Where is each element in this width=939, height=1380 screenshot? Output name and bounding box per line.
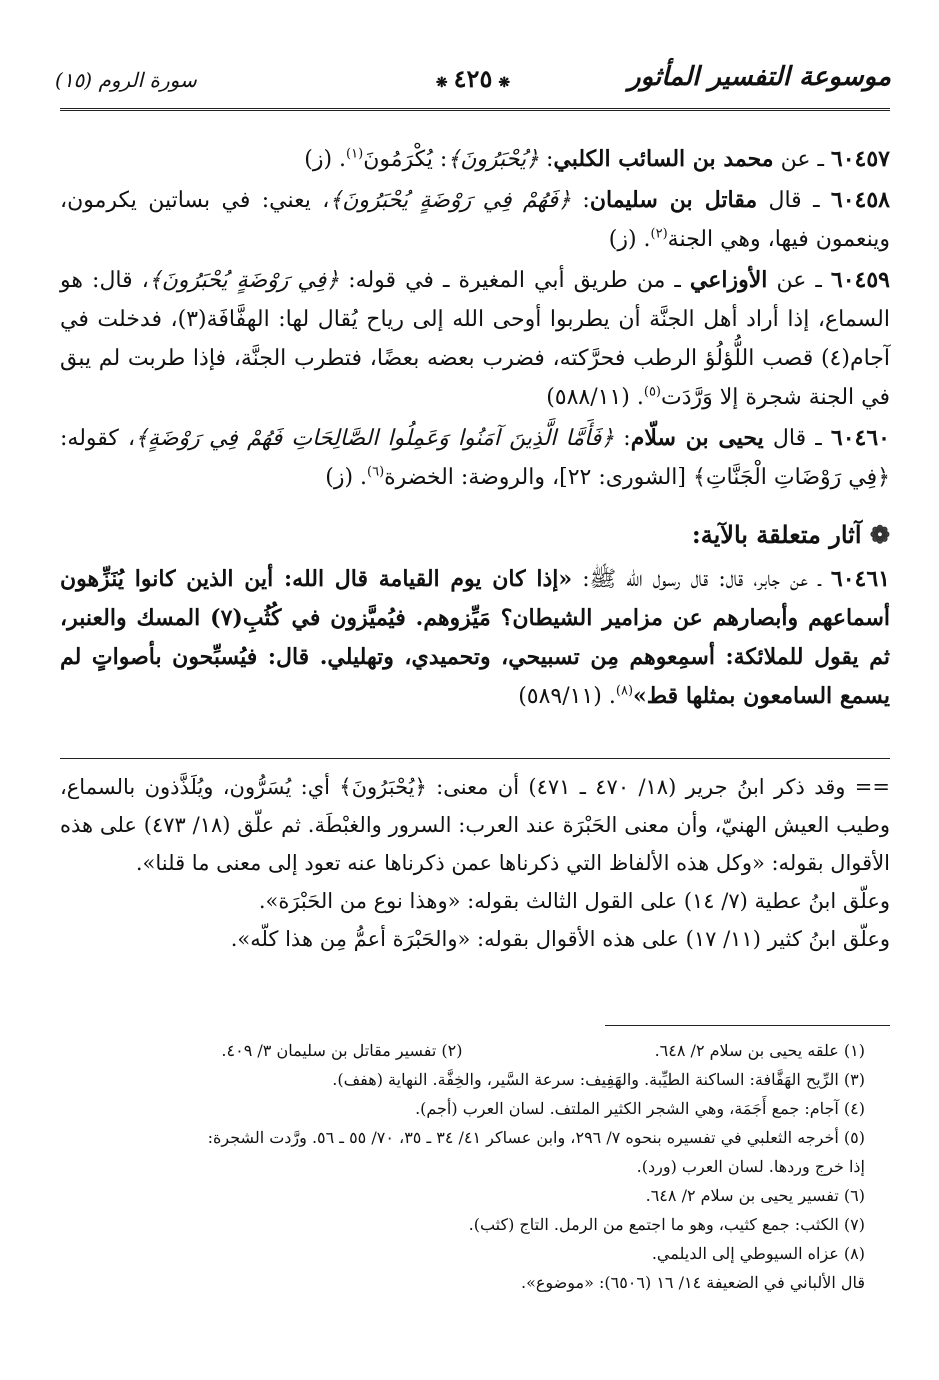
footnote-ref: (٦) bbox=[367, 464, 385, 480]
main-text bbox=[60, 140, 890, 718]
commentary-rule bbox=[60, 758, 890, 759]
footnote-rule bbox=[605, 1025, 890, 1026]
ornament-icon: ❋ bbox=[498, 75, 511, 91]
entry-text: : bbox=[538, 147, 554, 172]
narrator-name: محمد بن السائب الكلبي bbox=[553, 146, 774, 172]
section-heading bbox=[60, 515, 890, 554]
footnote: (٣) الرِّيح الهَفَّافة: الساكنة الطيِّبة. والهَفِيف: سرعة السَّير، والخِفَّة. النهاية (هفف). bbox=[332, 1070, 865, 1089]
footnote-ref: (٢) bbox=[650, 226, 668, 242]
entry-text: ، كقوله: ﴿فِي رَوْضَاتِ الْجَنَّاتِ﴾ [الشورى: ٢٢]، والروضة: الخضرة bbox=[60, 426, 890, 490]
hadith-text: «إذا كان يوم القيامة قال الله: أين الذين كانوا يُنَزِّهون أسماعهم وأبصارهم عن مزامير الشيطان؟ مَيِّزوهم. فيُميَّزون في كُثُبِ(٧) المسك والعنبر، ثم يقول للملائكة: أسمِعوهم مِن تسبيحي، وتحميدي، وتهليلي. قال: فيُسبِّحون بأصواتٍ لم يسمع السامعون بمثلها قط» bbox=[60, 566, 890, 709]
entry-ref: . (ز) bbox=[608, 227, 651, 252]
entry-ref: . (٥٨٩/١١) bbox=[518, 684, 616, 709]
footnote: (٦) تفسير يحيى بن سلام ٢/ ٦٤٨. bbox=[645, 1186, 865, 1205]
entry-number: ٦٠٤٥٨ bbox=[830, 187, 890, 213]
footnote: (٨) عزاه السيوطي إلى الديلمي. bbox=[651, 1244, 865, 1263]
narrator-name: يحيى بن سلّام bbox=[630, 425, 764, 451]
footnote: (٢) تفسير مقاتل بن سليمان ٣/ ٤٠٩. bbox=[221, 1041, 463, 1060]
commentary-paragraph: وعلّق ابنُ عطية (٧/ ١٤) على القول الثالث بقوله: «وهذا نوع من الحَبْرَة». bbox=[258, 889, 890, 913]
footnotes bbox=[60, 1036, 865, 1297]
page-number: ٤٢٥ bbox=[453, 64, 493, 93]
footnote: (٧) الكثب: جمع كثيب، وهو ما اجتمع من الرمل. التاج (كثب). bbox=[468, 1215, 865, 1234]
footnote: (٥) أخرجه الثعلبي في تفسيره بنحوه ٧/ ٢٩٦، وابن عساكر ٤١/ ٣٤ ـ ٣٥، ٧٠/ ٥٥ ـ ٥٦. ورَّدت الشجرة: bbox=[207, 1128, 865, 1147]
entry-60460 bbox=[60, 419, 890, 497]
footnote-ref: (٨) bbox=[615, 683, 634, 699]
book-title: موسوعة التفسير المأثور bbox=[628, 62, 891, 92]
quran-quote: ﴿يُحْبَرُونَ﴾ bbox=[447, 147, 539, 172]
entry-text: ـ قال bbox=[763, 426, 831, 451]
entry-text: : يُكْرَمُونَ bbox=[363, 147, 448, 172]
entry-60461 bbox=[60, 560, 890, 716]
quran-quote: ﴿فِي رَوْضَةٍ يُحْبَرُونَ﴾ bbox=[148, 268, 340, 293]
narrator-name: الأوزاعي bbox=[689, 267, 768, 293]
footnote-ref: (١) bbox=[346, 146, 364, 162]
footnote-ref: (٥) bbox=[643, 384, 661, 400]
footnote: قال الألباني في الضعيفة ١٤/ ١٦ (٦٥٠٦): «موضوع». bbox=[520, 1273, 865, 1292]
footnote: (١) علقه يحيى بن سلام ٢/ ٦٤٨. bbox=[654, 1041, 865, 1060]
footnote: إذا خرج وردها. لسان العرب (ورد). bbox=[636, 1157, 865, 1176]
entry-ref: . (ز) bbox=[325, 465, 368, 490]
entry-text: ـ من طريق أبي المغيرة ـ في قوله: bbox=[339, 268, 690, 293]
entry-text: : bbox=[571, 188, 590, 213]
entry-text: ـ عن bbox=[767, 268, 831, 293]
entry-60459 bbox=[60, 261, 890, 417]
commentary-paragraph: وعلّق ابنُ كثير (١١/ ١٧) على هذه الأقوال بقوله: «والحَبْرَة أعمُّ مِن هذا كلّه». bbox=[230, 927, 890, 951]
entry-60457 bbox=[60, 140, 890, 179]
narrator-name: مقاتل بن سليمان bbox=[589, 187, 758, 213]
entry-ref: . (٥٨٨/١١) bbox=[546, 385, 644, 410]
entry-number: ٦٠٤٥٧ bbox=[830, 146, 890, 172]
surah-title: سورة الروم (١٥) bbox=[55, 68, 197, 92]
entry-ref: . (ز) bbox=[304, 147, 347, 172]
ornament-icon: ❋ bbox=[435, 75, 448, 91]
flower-ornament-icon: ❁ bbox=[869, 520, 890, 549]
entry-number: ٦٠٤٦١ bbox=[830, 566, 890, 592]
page-header bbox=[55, 62, 891, 106]
entry-text: ، قال: هو السماع، إذا أراد أهل الجنَّة أن يطربوا أوحى الله إلى رياح يُقال لها: الهفَّافَة(٣)، فدخلت في آجام(٤) قصب اللُّؤلُؤ الرطب فحرَّكته، فضرب بعضه بعضًا، فتطرب الجنَّة، فإذا طربت لم يبق في الجنة شجرة إلا وَرَّدَت bbox=[60, 268, 890, 410]
commentary-paragraph: == وقد ذكر ابنُ جرير (١٨/ ٤٧٠ ـ ٤٧١) أن معنى: ﴿يُحْبَرُونَ﴾ أي: يُسَرُّون، ويُلَذَّذون بالسماع، وطيب العيش الهنيّ، وأن معنى الحَبْرَة عند العرب: السرور والغبْطَة. ثم علّق (١٨/ ٤٧٣) على هذه الأقوال بقوله: «وكل هذه الألفاظ التي ذكرناها عمن ذكرناها عنه تعود إلى معنى ما قلنا». bbox=[60, 775, 890, 875]
entry-text: ـ عن bbox=[773, 147, 831, 172]
section-heading-text: آثار متعلقة بالآية: bbox=[691, 520, 862, 549]
entry-text: ـ عن جابر، قال: قال رسول الله ﷺ: bbox=[572, 567, 831, 592]
quran-quote: ﴿فَهُمْ فِي رَوْضَةٍ يُحْبَرُونَ﴾ bbox=[329, 188, 572, 213]
footnote: (٤) آجام: جمع أَجَمَة، وهي الشجر الكثير الملتف. لسان العرب (أجم). bbox=[415, 1099, 865, 1118]
entry-number: ٦٠٤٦٠ bbox=[830, 425, 890, 451]
footnote-row bbox=[60, 1036, 865, 1065]
header-rule bbox=[60, 108, 890, 111]
quran-quote: ﴿فَأَمَّا الَّذِينَ آمَنُوا وَعَمِلُوا الصَّالِحَاتِ فَهُمْ فِي رَوْضَةٍ﴾ bbox=[135, 426, 615, 451]
entry-text: ـ قال bbox=[757, 188, 831, 213]
entry-text: ، يعني: في بساتين يكرمون، وينعمون فيها، وهي الجنة bbox=[60, 188, 890, 252]
entry-60458 bbox=[60, 181, 890, 259]
entry-text: : bbox=[614, 426, 631, 451]
commentary-block bbox=[60, 768, 890, 958]
entry-number: ٦٠٤٥٩ bbox=[830, 267, 890, 293]
page-number-wrap bbox=[430, 64, 516, 93]
